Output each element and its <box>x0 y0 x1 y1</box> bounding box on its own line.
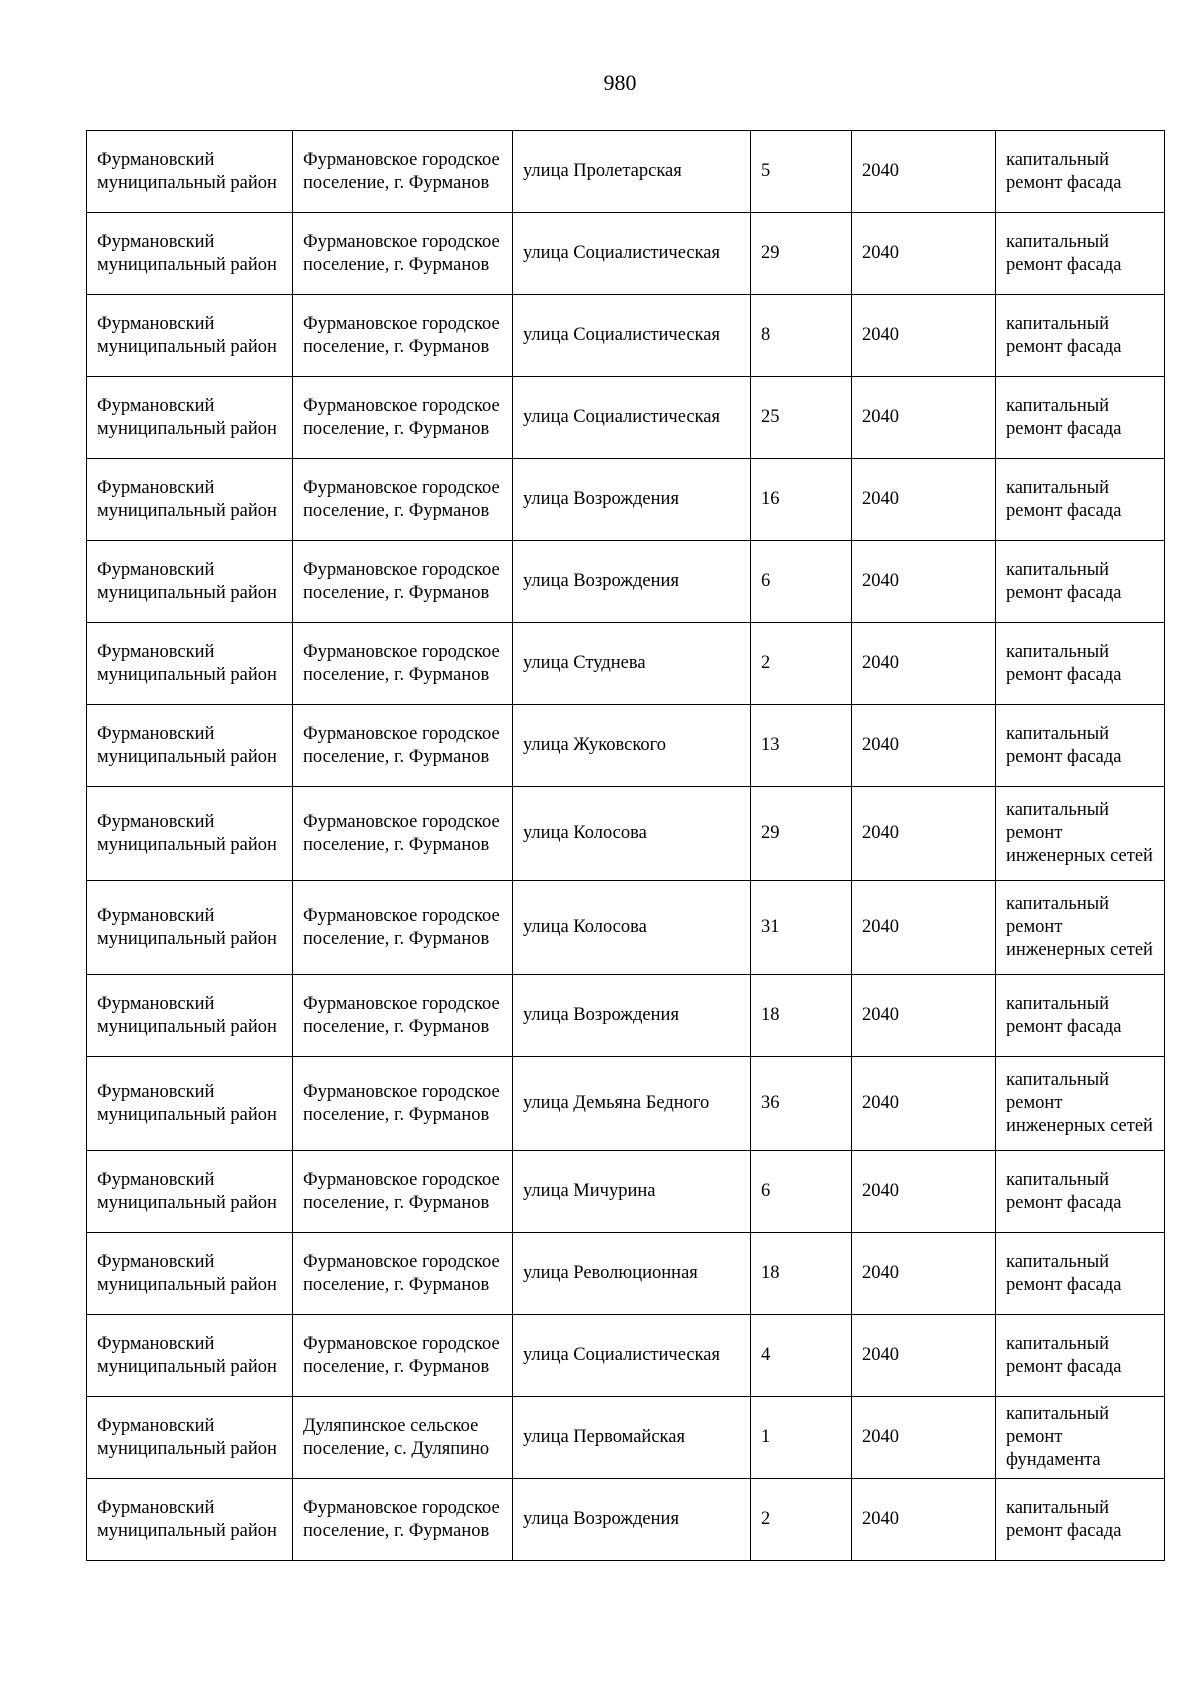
street-cell: улица Колосова <box>513 787 751 881</box>
district-cell: Фурмановский муниципальный район <box>87 881 293 975</box>
settlement-cell: Фурмановское городское поселение, г. Фурманов <box>293 1315 513 1397</box>
table-row <box>87 705 1165 787</box>
table-row <box>87 1397 1165 1479</box>
house-number-cell: 16 <box>751 459 852 541</box>
district-cell: Фурмановский муниципальный район <box>87 1057 293 1151</box>
district-cell: Фурмановский муниципальный район <box>87 541 293 623</box>
house-number-cell: 5 <box>751 131 852 213</box>
work-type-cell: капитальный ремонт фасада <box>996 1315 1165 1397</box>
house-number-cell: 13 <box>751 705 852 787</box>
street-cell: улица Жуковского <box>513 705 751 787</box>
street-cell: улица Возрождения <box>513 1479 751 1561</box>
work-type-cell: капитальный ремонт инженерных сетей <box>996 1057 1165 1151</box>
settlement-cell: Фурмановское городское поселение, г. Фурманов <box>293 705 513 787</box>
district-cell: Фурмановский муниципальный район <box>87 1151 293 1233</box>
year-cell: 2040 <box>852 975 996 1057</box>
table-row <box>87 623 1165 705</box>
house-number-cell: 18 <box>751 1233 852 1315</box>
house-number-cell: 29 <box>751 787 852 881</box>
table-row <box>87 459 1165 541</box>
year-cell: 2040 <box>852 1315 996 1397</box>
work-type-cell: капитальный ремонт фасада <box>996 541 1165 623</box>
work-type-cell: капитальный ремонт фасада <box>996 295 1165 377</box>
work-type-cell: капитальный ремонт инженерных сетей <box>996 787 1165 881</box>
settlement-cell: Фурмановское городское поселение, г. Фурманов <box>293 213 513 295</box>
table-row <box>87 1233 1165 1315</box>
table-body <box>87 131 1165 1561</box>
settlement-cell: Фурмановское городское поселение, г. Фурманов <box>293 377 513 459</box>
district-cell: Фурмановский муниципальный район <box>87 131 293 213</box>
table-row <box>87 295 1165 377</box>
work-type-cell: капитальный ремонт фасада <box>996 131 1165 213</box>
settlement-cell: Фурмановское городское поселение, г. Фурманов <box>293 787 513 881</box>
house-number-cell: 36 <box>751 1057 852 1151</box>
work-type-cell: капитальный ремонт фасада <box>996 705 1165 787</box>
district-cell: Фурмановский муниципальный район <box>87 1479 293 1561</box>
settlement-cell: Фурмановское городское поселение, г. Фурманов <box>293 623 513 705</box>
district-cell: Фурмановский муниципальный район <box>87 295 293 377</box>
year-cell: 2040 <box>852 131 996 213</box>
district-cell: Фурмановский муниципальный район <box>87 705 293 787</box>
settlement-cell: Дуляпинское сельское поселение, с. Дуляпино <box>293 1397 513 1479</box>
street-cell: улица Социалистическая <box>513 377 751 459</box>
district-cell: Фурмановский муниципальный район <box>87 459 293 541</box>
table-row <box>87 975 1165 1057</box>
year-cell: 2040 <box>852 541 996 623</box>
district-cell: Фурмановский муниципальный район <box>87 787 293 881</box>
settlement-cell: Фурмановское городское поселение, г. Фурманов <box>293 295 513 377</box>
table-row <box>87 541 1165 623</box>
house-number-cell: 1 <box>751 1397 852 1479</box>
street-cell: улица Студнева <box>513 623 751 705</box>
settlement-cell: Фурмановское городское поселение, г. Фурманов <box>293 1233 513 1315</box>
district-cell: Фурмановский муниципальный район <box>87 377 293 459</box>
work-type-cell: капитальный ремонт инженерных сетей <box>996 881 1165 975</box>
settlement-cell: Фурмановское городское поселение, г. Фурманов <box>293 1057 513 1151</box>
street-cell: улица Пролетарская <box>513 131 751 213</box>
year-cell: 2040 <box>852 1233 996 1315</box>
street-cell: улица Первомайская <box>513 1397 751 1479</box>
year-cell: 2040 <box>852 623 996 705</box>
table-row <box>87 1057 1165 1151</box>
work-type-cell: капитальный ремонт фасада <box>996 459 1165 541</box>
year-cell: 2040 <box>852 1397 996 1479</box>
settlement-cell: Фурмановское городское поселение, г. Фурманов <box>293 541 513 623</box>
work-type-cell: капитальный ремонт фасада <box>996 623 1165 705</box>
work-type-cell: капитальный ремонт фасада <box>996 377 1165 459</box>
table-row <box>87 787 1165 881</box>
street-cell: улица Социалистическая <box>513 1315 751 1397</box>
house-number-cell: 18 <box>751 975 852 1057</box>
district-cell: Фурмановский муниципальный район <box>87 1397 293 1479</box>
table-row <box>87 881 1165 975</box>
house-number-cell: 6 <box>751 1151 852 1233</box>
district-cell: Фурмановский муниципальный район <box>87 623 293 705</box>
table-row <box>87 1479 1165 1561</box>
house-number-cell: 25 <box>751 377 852 459</box>
work-type-cell: капитальный ремонт фасада <box>996 1479 1165 1561</box>
district-cell: Фурмановский муниципальный район <box>87 1315 293 1397</box>
street-cell: улица Демьяна Бедного <box>513 1057 751 1151</box>
year-cell: 2040 <box>852 705 996 787</box>
house-number-cell: 8 <box>751 295 852 377</box>
work-type-cell: капитальный ремонт фасада <box>996 1151 1165 1233</box>
settlement-cell: Фурмановское городское поселение, г. Фурманов <box>293 131 513 213</box>
district-cell: Фурмановский муниципальный район <box>87 213 293 295</box>
year-cell: 2040 <box>852 295 996 377</box>
settlement-cell: Фурмановское городское поселение, г. Фурманов <box>293 459 513 541</box>
house-number-cell: 31 <box>751 881 852 975</box>
table-row <box>87 213 1165 295</box>
work-type-cell: капитальный ремонт фасада <box>996 975 1165 1057</box>
district-cell: Фурмановский муниципальный район <box>87 975 293 1057</box>
work-type-cell: капитальный ремонт фасада <box>996 1233 1165 1315</box>
street-cell: улица Социалистическая <box>513 295 751 377</box>
settlement-cell: Фурмановское городское поселение, г. Фурманов <box>293 1151 513 1233</box>
page-number: 980 <box>603 70 637 95</box>
year-cell: 2040 <box>852 377 996 459</box>
street-cell: улица Возрождения <box>513 975 751 1057</box>
house-number-cell: 4 <box>751 1315 852 1397</box>
street-cell: улица Революционная <box>513 1233 751 1315</box>
repair-schedule-table <box>86 130 1165 1561</box>
year-cell: 2040 <box>852 213 996 295</box>
year-cell: 2040 <box>852 1479 996 1561</box>
street-cell: улица Социалистическая <box>513 213 751 295</box>
street-cell: улица Возрождения <box>513 459 751 541</box>
year-cell: 2040 <box>852 787 996 881</box>
table-row <box>87 1315 1165 1397</box>
year-cell: 2040 <box>852 881 996 975</box>
settlement-cell: Фурмановское городское поселение, г. Фурманов <box>293 881 513 975</box>
table-row <box>87 131 1165 213</box>
house-number-cell: 2 <box>751 1479 852 1561</box>
table-row <box>87 1151 1165 1233</box>
street-cell: улица Колосова <box>513 881 751 975</box>
year-cell: 2040 <box>852 459 996 541</box>
settlement-cell: Фурмановское городское поселение, г. Фурманов <box>293 1479 513 1561</box>
house-number-cell: 2 <box>751 623 852 705</box>
street-cell: улица Возрождения <box>513 541 751 623</box>
year-cell: 2040 <box>852 1151 996 1233</box>
year-cell: 2040 <box>852 1057 996 1151</box>
table-row <box>87 377 1165 459</box>
work-type-cell: капитальный ремонт фундамента <box>996 1397 1165 1479</box>
district-cell: Фурмановский муниципальный район <box>87 1233 293 1315</box>
work-type-cell: капитальный ремонт фасада <box>996 213 1165 295</box>
house-number-cell: 6 <box>751 541 852 623</box>
street-cell: улица Мичурина <box>513 1151 751 1233</box>
settlement-cell: Фурмановское городское поселение, г. Фурманов <box>293 975 513 1057</box>
house-number-cell: 29 <box>751 213 852 295</box>
